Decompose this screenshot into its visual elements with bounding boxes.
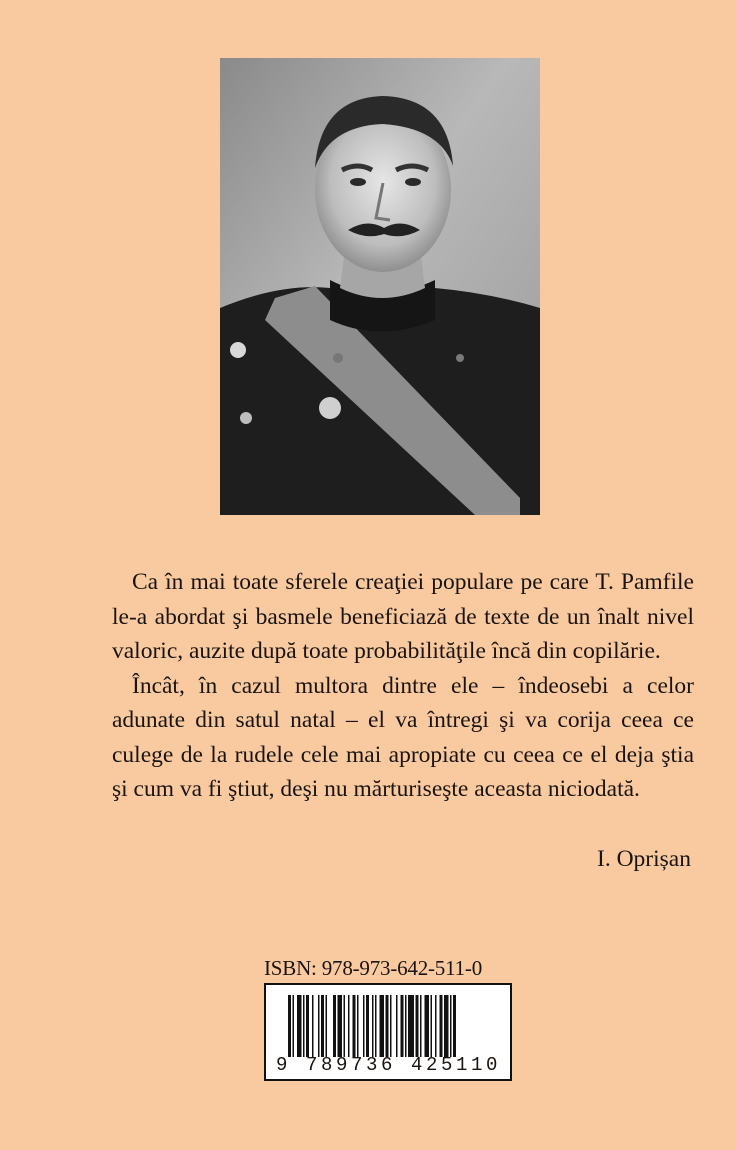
barcode-bar	[312, 995, 314, 1057]
barcode-bar	[425, 995, 430, 1057]
barcode-bar	[344, 995, 346, 1057]
barcode-bar	[416, 995, 419, 1057]
barcode-bar	[386, 995, 389, 1057]
barcode-bar	[380, 995, 385, 1057]
back-cover-text	[112, 565, 694, 807]
barcode-bar	[440, 995, 443, 1057]
barcode-bar	[326, 995, 328, 1057]
barcode-digits: 9 789736 425110	[276, 1054, 502, 1076]
barcode-bar	[390, 995, 392, 1057]
barcode-bar	[366, 995, 369, 1057]
barcode-bar	[401, 995, 404, 1057]
barcode-bar	[363, 995, 365, 1057]
barcode-bars	[288, 995, 506, 1057]
barcode-bar	[444, 995, 449, 1057]
barcode-bar	[297, 995, 302, 1057]
author-portrait-photo	[220, 58, 540, 515]
portrait-image	[220, 58, 540, 515]
barcode-bar	[357, 995, 359, 1057]
barcode-bar	[333, 995, 336, 1057]
barcode-bar	[453, 995, 456, 1057]
barcode-bar	[321, 995, 324, 1057]
barcode-bar	[288, 995, 291, 1057]
author-signature: I. Oprișan	[597, 846, 691, 872]
barcode-bar	[431, 995, 433, 1057]
barcode-bar	[338, 995, 343, 1057]
barcode-bar	[408, 995, 414, 1057]
paragraph-1: Ca în mai toate sferele creaţiei populare pe care T. Pamfile le-a abordat şi basmele beneficiază de texte de un înalt nivel valoric, auzite după toate probabilităţile încă din copilărie.	[112, 569, 694, 664]
barcode-bar	[375, 995, 377, 1057]
isbn-barcode	[264, 983, 512, 1081]
barcode-bar	[353, 995, 356, 1057]
barcode-bar	[435, 995, 437, 1057]
barcode-bar	[450, 995, 452, 1057]
barcode-bar	[348, 995, 350, 1057]
barcode-bar	[318, 995, 320, 1057]
barcode-bar	[396, 995, 398, 1057]
isbn-label: ISBN: 978-973-642-511-0	[264, 956, 483, 980]
barcode-bar	[306, 995, 309, 1057]
barcode-bar	[293, 995, 295, 1057]
barcode-bar	[372, 995, 374, 1057]
barcode-bar	[303, 995, 305, 1057]
barcode-bar	[405, 995, 407, 1057]
barcode-bar	[420, 995, 422, 1057]
paragraph-2: Încât, în cazul multora dintre ele – îndeosebi a celor adunate din satul natal – el va întregi şi va corija ceea ce culege de la rudele cele mai apropiate cu ceea ce el deja ştia şi cum va fi ştiut, deşi nu mărturiseşte aceasta niciodată.	[112, 672, 694, 802]
